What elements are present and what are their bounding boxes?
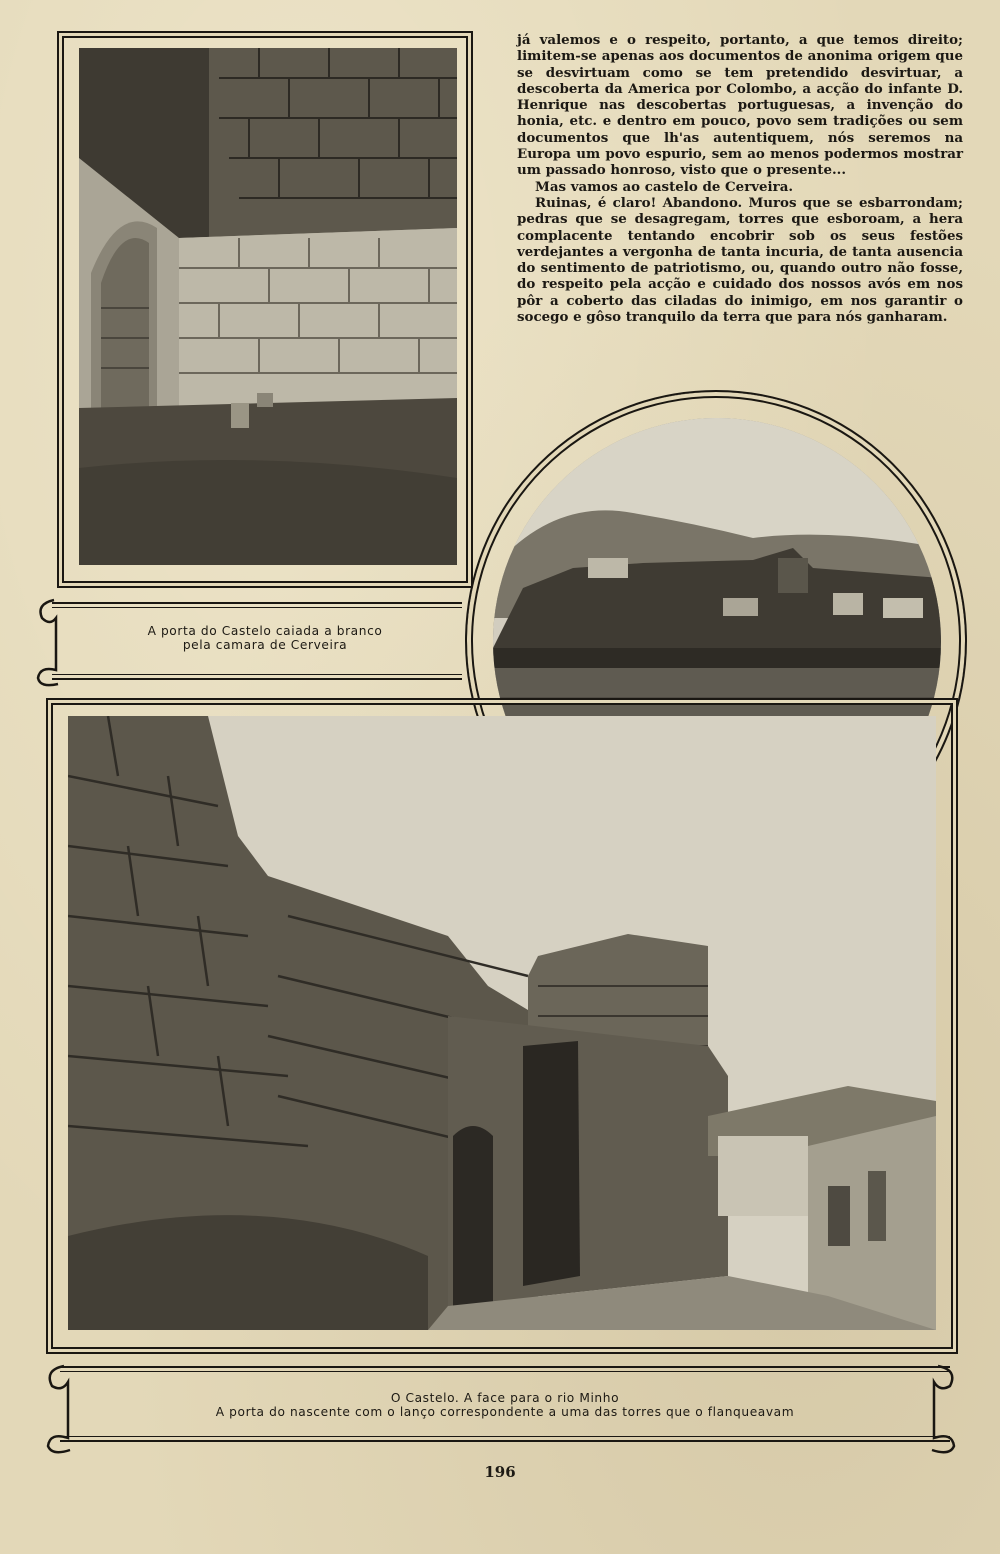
gate-caption-line-1: A porta do Castelo caiada a branco	[147, 624, 383, 638]
gate-caption-line-2: pela camara de Cerveira	[182, 637, 348, 652]
scroll-curl-bottom-left-icon	[40, 1360, 88, 1456]
article-paragraph-3: Ruinas, é claro! Abandono. Muros que se esbarrondam; pedras que se desagregam, torres que esboroam, a hera complacente tentando encobrir sob os seus festões verdejantes a vergonha de tanta incuria, de tanta ausencia do sentimento de patriotismo, ou, quando outro não fosse, do respeito pela acção e cuidado dos nossos avós em nos pôr a coberto das ciladas do inimigo, em nos garantir o socego e gôso tranquilo da terra que para nós ganharam.	[517, 194, 963, 326]
article-paragraph-1: já valemos e o respeito, portanto, a que temos direito; limitem-se apenas aos documentos de anonima origem que se desvirtuam como se tem pretendido desvirtuar, a descoberta da America por Colombo, a acção do infante D. Henrique nas descobertas portuguesas, a invenção do honia, etc. e dentro em pouco, povo sem tradições ou sem documentos que lh'as autentiquem, nós seremos na Europa um povo espurio, sem ao menos podermos mostrar um passado honroso, visto que o presente...	[517, 32, 963, 179]
gate-photo	[79, 48, 457, 565]
scroll-curl-bottom-right-icon	[914, 1360, 962, 1456]
castle-caption-line-2: A porta do nascente com o lanço correspondente a uma das torres que o flanqueavam	[215, 1404, 795, 1419]
scroll-curl-left-icon	[32, 596, 72, 688]
castle-caption-line-1: O Castelo. A face para o rio Minho	[390, 1391, 620, 1405]
castle-photo	[68, 716, 936, 1330]
article-paragraph-2: Mas vamos ao castelo de Cerveira.	[535, 178, 794, 195]
gate-caption	[70, 625, 460, 652]
page-number: 196	[484, 1463, 516, 1481]
castle-caption	[90, 1392, 920, 1419]
article-text	[517, 32, 963, 325]
